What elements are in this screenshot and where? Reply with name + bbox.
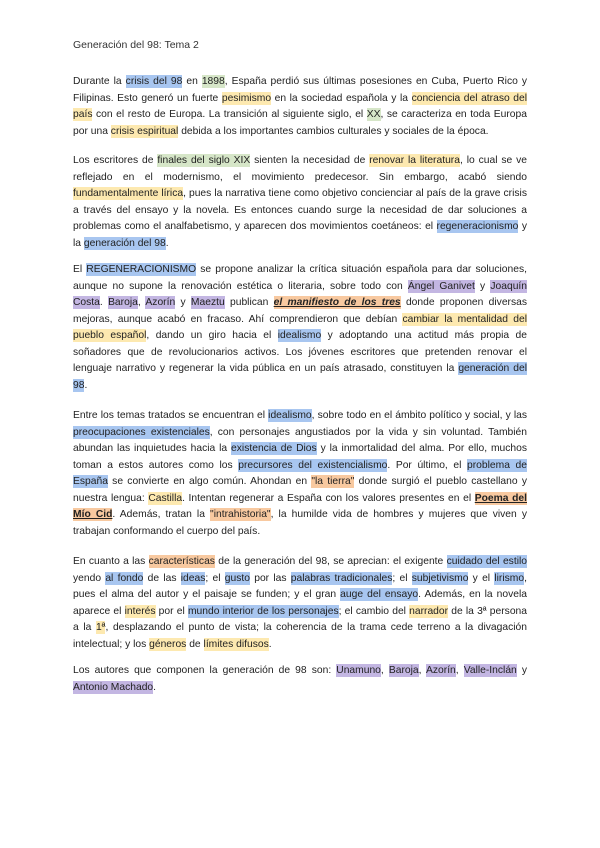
text-run: . bbox=[153, 681, 157, 693]
text-run: ; el bbox=[392, 572, 412, 584]
text-run: en la sociedad española y la bbox=[271, 92, 412, 104]
text-run: , desplazando el punto de vista; la coherencia de la trama cede terreno a la divagación intelectual; y los bbox=[73, 622, 527, 650]
highlighted-term: conciencia del atraso del país bbox=[73, 92, 527, 120]
highlighted-term: Ángel Ganivet bbox=[407, 280, 475, 292]
highlighted-term: mundo interior de los personajes bbox=[187, 605, 339, 617]
text-run: , pues el alma del autor y el paisaje se funden; y el gran bbox=[73, 572, 527, 600]
highlighted-term: idealismo bbox=[268, 410, 312, 421]
highlighted-term: Valle-Inclán bbox=[463, 665, 517, 676]
highlighted-term: pesimismo bbox=[221, 92, 272, 104]
text-run: ; el cambio del bbox=[338, 605, 410, 617]
text-run: , con personajes angustiados por la vida y sin voluntad. También abundan las inquietudes hacia la bbox=[73, 426, 527, 454]
text-run: se propone analizar la crítica situación española para dar soluciones, aunque no supone la renovación estética o literaria, sobre todo con bbox=[73, 264, 527, 292]
text-run: , sobre todo en el ámbito político y social, y las bbox=[311, 410, 527, 421]
highlighted-term: crisis espiritual bbox=[110, 125, 179, 137]
text-run: . Además, en la novela aparece el bbox=[73, 589, 528, 617]
text-run: . Además, tratan la bbox=[112, 509, 211, 520]
highlighted-term: XX bbox=[366, 109, 381, 120]
text-run: El bbox=[73, 264, 87, 275]
paragraph bbox=[73, 408, 527, 540]
highlighted-term: Azorín bbox=[426, 665, 456, 676]
highlighted-term: "intrahistoria" bbox=[210, 509, 271, 520]
paragraph bbox=[73, 262, 527, 394]
highlighted-term: Azorín bbox=[145, 297, 176, 308]
text-run: se convierte en algo común. Ahondan en bbox=[107, 476, 312, 487]
text-run: Los autores que componen la generación de 98 son: bbox=[73, 665, 337, 676]
text-run: debida a los importantes cambios culturales y sociales de la época. bbox=[178, 125, 489, 137]
highlighted-term: géneros bbox=[149, 638, 187, 650]
highlighted-term: Antonio Machado bbox=[73, 681, 154, 693]
page-header: Generación del 98: Tema 2 bbox=[73, 39, 199, 51]
text-run: Entre los temas tratados se encuentran el bbox=[73, 410, 269, 421]
text-run: de bbox=[186, 638, 204, 650]
highlighted-term: 1898 bbox=[201, 76, 225, 87]
highlighted-term: idealismo bbox=[277, 330, 322, 341]
highlighted-term: renovar la literatura bbox=[369, 155, 460, 166]
highlighted-term: "la tierra" bbox=[311, 476, 355, 487]
text-run: y adoptando una actitud más propia de soñadores que de revolucionarios activos. Los jóvenes escritores que pretenden renovar el lenguaje narrativo y regenerar la vida pública en un país atrasado, constituyen la bbox=[73, 330, 527, 374]
text-run: de la generación del 98, se aprecian: el exigente bbox=[214, 556, 447, 567]
highlighted-term: regeneracionismo bbox=[436, 221, 519, 232]
highlighted-term: narrador bbox=[409, 605, 449, 617]
text-run: , España perdió sus últimas posesiones en Cuba, Puerto Rico y Filipinas. Esto generó un fuerte bbox=[73, 76, 527, 104]
text-run: , pues la narrativa tiene como objetivo concienciar al país de la grave crisis a través del ensayo y la novela. Es entonces cuando surge la necesidad de dar soluciones a problemas como el analfabetismo, y aparecen dos movimientos coetáneos: el bbox=[73, 188, 527, 232]
text-run: , bbox=[418, 665, 427, 676]
highlighted-term: interés bbox=[124, 605, 156, 617]
text-run: . bbox=[99, 297, 109, 308]
text-run: Durante la bbox=[73, 76, 126, 87]
highlighted-term: Baroja bbox=[388, 665, 419, 676]
text-run: , bbox=[455, 665, 464, 676]
text-run: , dando un giro hacia el bbox=[146, 330, 278, 341]
text-run: y el bbox=[468, 572, 495, 584]
highlighted-term: al fondo bbox=[105, 572, 144, 584]
text-run: y bbox=[175, 297, 191, 308]
paragraph bbox=[73, 153, 527, 252]
text-run: , bbox=[137, 297, 146, 308]
highlighted-term: existencia de Dios bbox=[231, 443, 317, 454]
highlighted-term: Unamuno bbox=[336, 665, 381, 676]
highlighted-term: Baroja bbox=[108, 297, 138, 308]
highlighted-term: 1ª bbox=[95, 622, 106, 633]
highlighted-term: Joaquín Costa bbox=[73, 280, 528, 308]
paragraph bbox=[73, 663, 527, 696]
highlighted-term: Maeztu bbox=[190, 297, 225, 308]
highlighted-term: crisis del 98 bbox=[125, 76, 183, 87]
text-run: Los escritores de bbox=[73, 155, 158, 166]
highlighted-term: el manifiesto de los tres bbox=[273, 297, 401, 308]
text-run: por las bbox=[249, 572, 291, 584]
highlighted-term: Castilla bbox=[148, 492, 183, 504]
text-run: con el resto de Europa. La transición al siguiente siglo, el bbox=[92, 109, 367, 120]
text-run: por el bbox=[155, 605, 188, 617]
text-run: , la humilde vida de hombres y mujeres que viven y trabajan conformando el cuerpo del país. bbox=[73, 509, 527, 537]
highlighted-term: gusto bbox=[224, 572, 250, 584]
highlighted-term: subjetivismo bbox=[411, 572, 469, 584]
text-run: de las bbox=[143, 572, 181, 584]
paragraph bbox=[73, 74, 527, 140]
text-run: , lo cual se ve reflejado en el modernismo, el movimiento predecesor. Sin embargo, acabó siendo bbox=[73, 155, 527, 183]
highlighted-term: finales del siglo XIX bbox=[157, 155, 251, 166]
text-run: donde surgió el pueblo castellano y nuestra lengua: bbox=[73, 476, 527, 504]
highlighted-term: palabras tradicionales bbox=[290, 572, 393, 584]
highlighted-term: lirismo bbox=[494, 572, 525, 584]
highlighted-term: características bbox=[148, 556, 215, 567]
paragraph bbox=[73, 554, 527, 653]
highlighted-term: REGENERACIONISMO bbox=[86, 264, 197, 275]
highlighted-term: fundamentalmente lírica bbox=[73, 188, 184, 199]
text-run: , se caracteriza en toda Europa por una bbox=[73, 109, 527, 137]
highlighted-term: cambiar la mentalidad del pueblo español bbox=[73, 313, 527, 341]
text-run: y la bbox=[73, 221, 527, 249]
highlighted-term: generación del 98 bbox=[73, 363, 527, 391]
text-run: . bbox=[84, 379, 88, 391]
highlighted-term: generación del 98 bbox=[83, 237, 166, 249]
text-run: y bbox=[516, 665, 528, 676]
text-run: donde proponen diversas mejoras, aunque acabó en fracaso. Ahí comprendieron que debían bbox=[73, 297, 528, 325]
text-run: . bbox=[165, 237, 169, 249]
highlighted-term: cuidado del estilo bbox=[446, 556, 527, 567]
highlighted-term: Poema del Mío Cid bbox=[73, 492, 527, 520]
text-run: ; el bbox=[205, 572, 225, 584]
highlighted-term: límites difusos bbox=[203, 638, 269, 650]
text-run: En cuanto a las bbox=[73, 556, 149, 567]
text-run: . Intentan regenerar a España con los valores presentes en el bbox=[182, 492, 475, 504]
text-run: yendo bbox=[73, 572, 106, 584]
text-run: publican bbox=[224, 297, 274, 308]
highlighted-term: precursores del existencialismo bbox=[238, 459, 388, 471]
text-run: sienten la necesidad de bbox=[250, 155, 370, 166]
text-run: en bbox=[182, 76, 202, 87]
highlighted-term: preocupaciones existenciales bbox=[73, 426, 210, 438]
highlighted-term: ideas bbox=[180, 572, 206, 584]
text-run: y bbox=[474, 280, 491, 292]
document-body bbox=[73, 74, 527, 711]
highlighted-term: problema de España bbox=[73, 459, 527, 487]
text-run: . Por último, el bbox=[387, 459, 468, 471]
text-run: de la 3ª persona a la bbox=[73, 605, 527, 633]
text-run: , bbox=[380, 665, 389, 676]
text-run: . bbox=[268, 638, 272, 650]
highlighted-term: auge del ensayo bbox=[340, 589, 419, 600]
text-run: y la inmortalidad del alma. Por ello, muchos toman a estos autores como los bbox=[73, 443, 528, 471]
